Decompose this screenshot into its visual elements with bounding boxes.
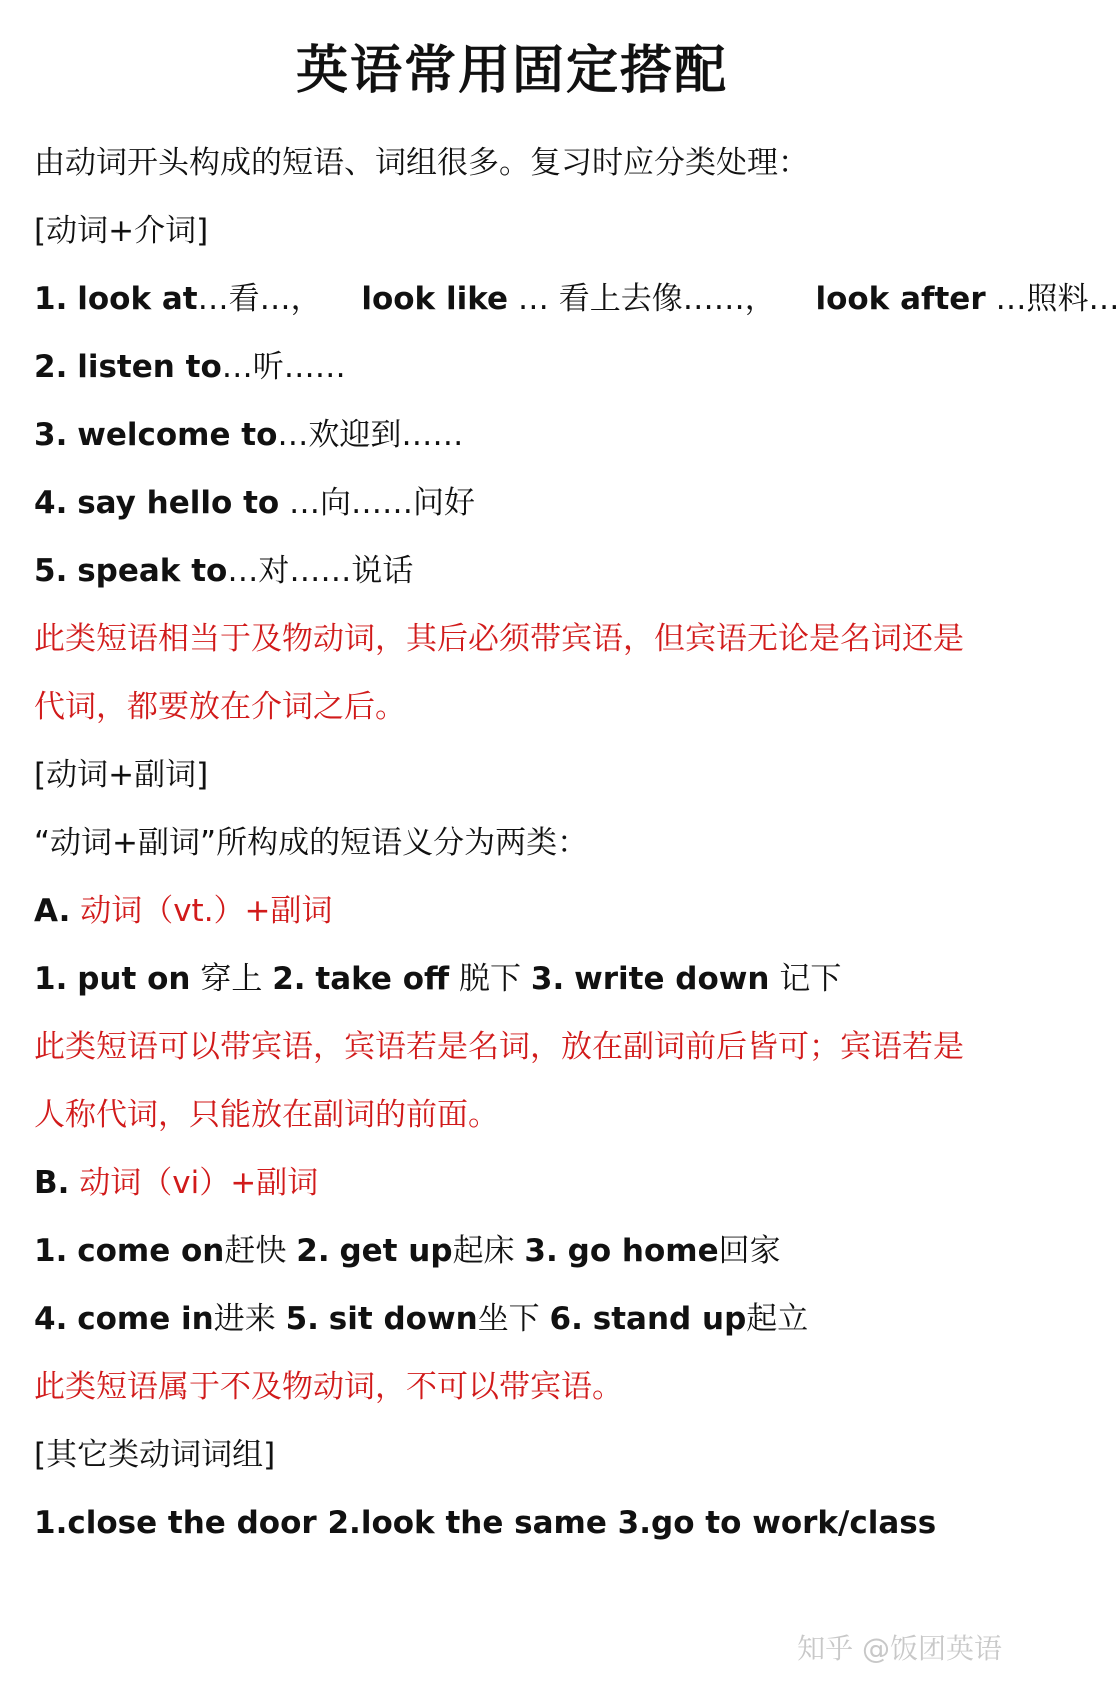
phrase: look at xyxy=(77,281,198,317)
list-item xyxy=(34,415,463,455)
item-number: 3. xyxy=(524,1233,558,1269)
item-number: 3. xyxy=(530,961,565,997)
meaning: …看…， xyxy=(197,281,322,317)
meaning: 记下 xyxy=(779,961,842,997)
phrase: look like xyxy=(361,281,509,317)
list-item xyxy=(34,483,475,523)
phrase: come in xyxy=(77,1301,214,1337)
item-number: 1. xyxy=(34,1233,68,1269)
phrase: speak to xyxy=(77,553,228,589)
meaning: 坐下 xyxy=(477,1301,540,1337)
subsection-label: B. xyxy=(34,1165,70,1201)
item-number: 2. xyxy=(296,1233,330,1269)
meaning: 起立 xyxy=(746,1301,809,1337)
list-item xyxy=(34,347,346,387)
meaning: 起床 xyxy=(452,1233,515,1269)
phrase: welcome to xyxy=(77,417,278,453)
section-heading-other: [其它类动词词组] xyxy=(34,1437,276,1473)
red-note: 此类短语可以带宾语，宾语若是名词，放在副词前后皆可；宾语若是 xyxy=(34,1029,964,1065)
phrase: put on xyxy=(77,961,191,997)
item-number: 4. xyxy=(34,485,68,521)
meaning: 进来 xyxy=(213,1301,276,1337)
item-number: 5. xyxy=(285,1301,319,1337)
item-number: 1. xyxy=(34,281,68,317)
phrase: stand up xyxy=(592,1301,747,1337)
subsection-a xyxy=(34,891,333,931)
meaning: …对……说话 xyxy=(227,553,414,589)
section-heading-verb-prep: [动词+介词] xyxy=(34,213,209,249)
list-item xyxy=(34,1299,808,1339)
list-item xyxy=(34,959,841,999)
subsection-type: 动词（vt.）+副词 xyxy=(80,893,333,929)
meaning: …照料… xyxy=(995,281,1119,317)
meaning: …听…… xyxy=(221,349,346,385)
item-number: 2. xyxy=(34,349,68,385)
phrase: look after xyxy=(815,281,986,317)
phrase: go home xyxy=(567,1233,719,1269)
subsection-label: A. xyxy=(34,893,71,929)
phrase: listen to xyxy=(77,349,222,385)
item-number: 1. xyxy=(34,961,68,997)
phrase: write down xyxy=(574,961,770,997)
item-number: 6. xyxy=(549,1301,583,1337)
list-item xyxy=(34,551,413,591)
meaning: … 看上去像……， xyxy=(517,281,776,317)
phrase: get up xyxy=(339,1233,453,1269)
phrase: sit down xyxy=(328,1301,478,1337)
phrase: say hello to xyxy=(77,485,280,521)
item-number: 3. xyxy=(34,417,68,453)
item-number: 5. xyxy=(34,553,68,589)
meaning: 穿上 xyxy=(200,961,263,997)
phrase: come on xyxy=(77,1233,225,1269)
meaning: …欢迎到…… xyxy=(277,417,464,453)
list-item xyxy=(34,1231,781,1271)
red-note: 人称代词，只能放在副词的前面。 xyxy=(34,1097,499,1133)
watermark: 知乎 @饭团英语 xyxy=(797,1632,1002,1665)
meaning: …向……问好 xyxy=(279,485,476,521)
subsection-type: 动词（vi）+副词 xyxy=(79,1165,319,1201)
list-item xyxy=(34,279,1119,319)
meaning: 脱下 xyxy=(459,961,522,997)
red-note: 此类短语相当于及物动词，其后必须带宾语，但宾语无论是名词还是 xyxy=(34,621,964,657)
item-number: 2. xyxy=(272,961,306,997)
red-note: 代词，都要放在介词之后。 xyxy=(34,689,406,725)
section-heading-verb-adv: [动词+副词] xyxy=(34,757,209,793)
section-intro: “动词+副词”所构成的短语义分为两类： xyxy=(34,825,589,861)
meaning: 赶快 xyxy=(224,1233,287,1269)
red-note: 此类短语属于不及物动词，不可以带宾语。 xyxy=(34,1369,623,1405)
page-title: 英语常用固定搭配 xyxy=(295,41,728,101)
list-item: 1.close the door 2.look the same 3.go to work/class xyxy=(34,1505,937,1541)
intro-text: 由动词开头构成的短语、词组很多。复习时应分类处理： xyxy=(34,145,809,181)
item-number: 4. xyxy=(34,1301,68,1337)
phrase: take off xyxy=(315,961,450,997)
subsection-b xyxy=(34,1163,318,1203)
meaning: 回家 xyxy=(718,1233,781,1269)
